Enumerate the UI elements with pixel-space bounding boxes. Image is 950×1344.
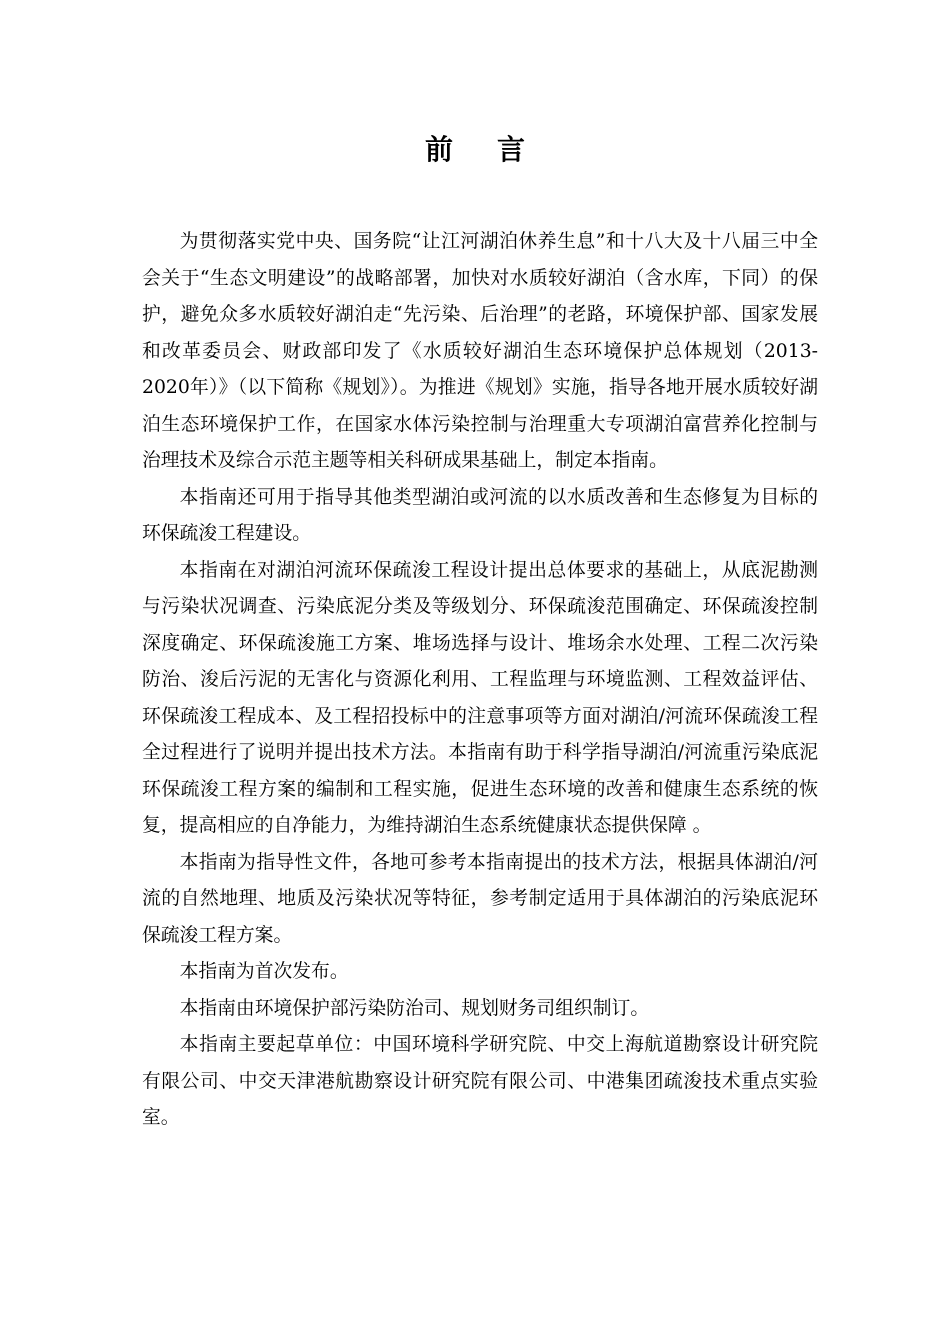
paragraph-content-summary: 本指南在对湖泊河流环保疏浚工程设计提出总体要求的基础上，从底泥勘测与污染状况调查、污染底泥分类及等级划分、环保疏浚范围确定、环保疏浚控制深度确定、环保疏浚施工方案、堆场选择与设计、堆场余水处理、工程二次污染防治、浚后污泥的无害化与资源化利用、工程监理与环境监测、工程效益评估、环保疏浚工程成本、及工程招投标中的注意事项等方面对湖泊/河流环保疏浚工程全过程进行了说明并提出技术方法。本指南有助于科学指导湖泊/河流重污染底泥环保疏浚工程方案的编制和工程实施，促进生态环境的改善和健康生态系统的恢复，提高相应的自净能力，为维持湖泊生态系统健康状态提供保障 。 [142,559,818,836]
page-title: 前言 [424,133,569,166]
paragraph-drafting-units: 本指南主要起草单位：中国环境科学研究院、中交上海航道勘察设计研究院有限公司、中交天津港航勘察设计研究院有限公司、中港集团疏浚技术重点实验室。 [142,1034,818,1128]
paragraph-scope: 本指南还可用于指导其他类型湖泊或河流的以水质改善和生态修复为目标的环保疏浚工程建设。 [142,486,818,544]
document-body [142,224,818,1137]
paragraph-background: 为贯彻落实党中央、国务院“让江河湖泊休养生息”和十八大及十八届三中全会关于“生态文明建设”的战略部署，加快对水质较好湖泊（含水库，下同）的保护，避免众多水质较好湖泊走“先污染、后治理”的老路，环境保护部、国家发展和改革委员会、财政部印发了《水质较好湖泊生态环境保护总体规划（2013-2020年）》（以下简称《规划》）。为推进《规划》实施，指导各地开展水质较好湖泊生态环境保护工作，在国家水体污染控制与治理重大专项湖泊富营养化控制与治理技术及综合示范主题等相关科研成果基础上，制定本指南。 [142,231,818,471]
paragraph-first-release: 本指南为首次发布。 [179,961,349,982]
paragraph-organizer: 本指南由环境保护部污染防治司、规划财务司组织制订。 [179,997,650,1019]
paragraph-guidance-nature: 本指南为指导性文件，各地可参考本指南提出的技术方法，根据具体湖泊/河流的自然地理、地质及污染状况等特征，参考制定适用于具体湖泊的污染底泥环保疏浚工程方案。 [142,851,818,946]
